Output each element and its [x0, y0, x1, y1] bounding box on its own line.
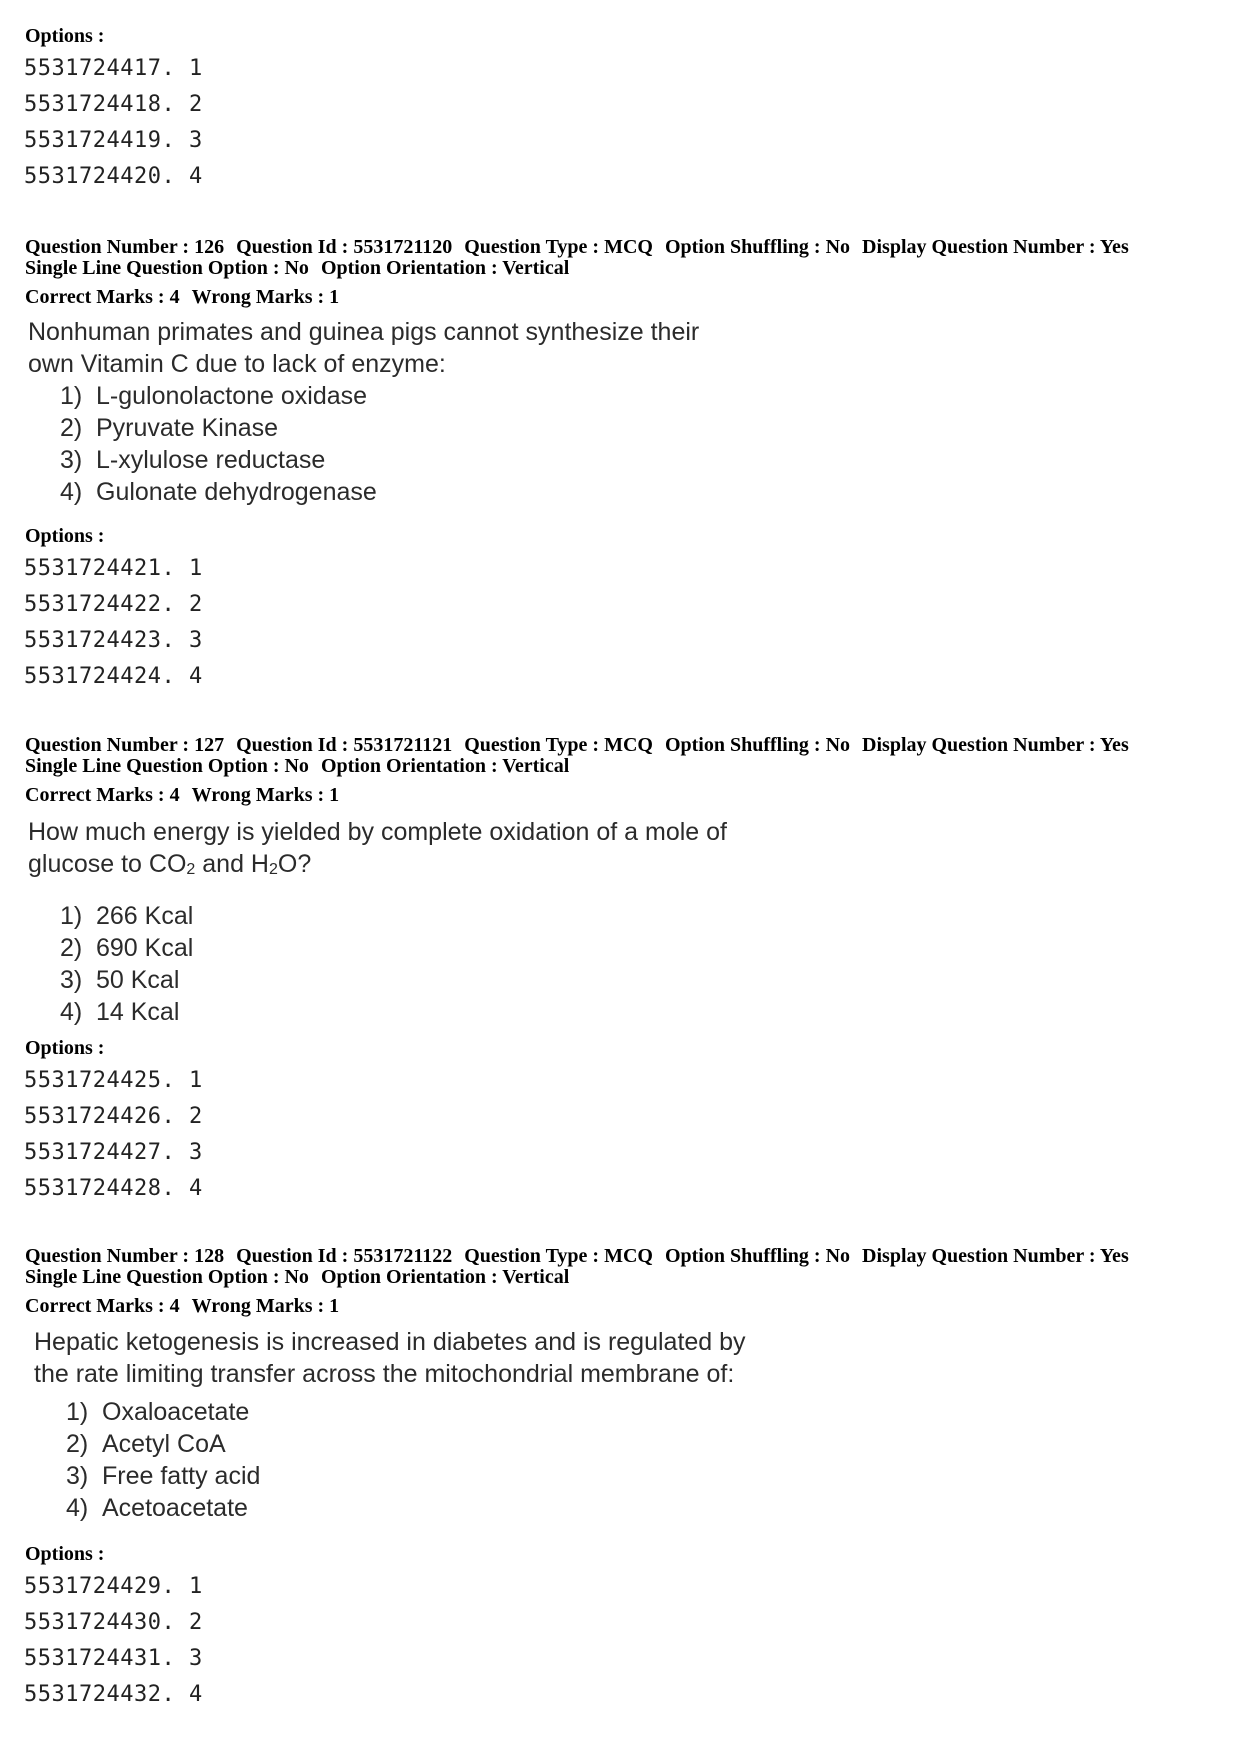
question-number: Question Number : 126	[25, 236, 225, 258]
question-stem-line: own Vitamin C due to lack of enzyme:	[28, 350, 446, 378]
question-meta-line	[25, 236, 1141, 258]
choice-list	[28, 900, 727, 1028]
option-row: 5531724427. 3	[24, 1140, 203, 1165]
single-line-option: Single Line Question Option : No	[25, 1266, 309, 1288]
option-orientation: Option Orientation : Vertical	[320, 1266, 570, 1288]
option-row: 5531724432. 4	[24, 1682, 203, 1707]
question-meta-line	[25, 257, 581, 279]
marks-line	[25, 784, 351, 806]
options-heading: Options :	[25, 1037, 105, 1059]
question-type: Question Type : MCQ	[464, 734, 653, 756]
question-stem-line: glucose to $CO_2$ and $H_2O$?	[28, 850, 312, 878]
choice-item: 4) Acetoacetate	[66, 1494, 248, 1522]
wrong-marks: Wrong Marks : 1	[191, 1295, 340, 1317]
marks-line	[25, 1295, 351, 1317]
option-row: 5531724421. 1	[24, 556, 203, 581]
question-stem-line: Hepatic ketogenesis is increased in diabetes and is regulated by	[34, 1328, 746, 1356]
question-image	[34, 1326, 746, 1524]
option-shuffling: Option Shuffling : No	[664, 734, 851, 756]
option-shuffling: Option Shuffling : No	[664, 236, 851, 258]
option-row: 5531724425. 1	[24, 1068, 203, 1093]
choice-item: 3) L-xylulose reductase	[60, 446, 326, 474]
choice-item: 3) 50 Kcal	[60, 966, 180, 994]
question-id: Question Id : 5531721120	[236, 236, 453, 258]
choice-item: 2) 690 Kcal	[60, 934, 194, 962]
correct-marks: Correct Marks : 4	[25, 1295, 180, 1317]
wrong-marks: Wrong Marks : 1	[191, 784, 340, 806]
choice-item: 3) Free fatty acid	[66, 1462, 261, 1490]
option-orientation: Option Orientation : Vertical	[320, 755, 570, 777]
question-type: Question Type : MCQ	[464, 1245, 653, 1267]
options-heading: Options :	[25, 25, 105, 47]
option-shuffling: Option Shuffling : No	[664, 1245, 851, 1267]
option-row: 5531724430. 2	[24, 1610, 203, 1635]
options-heading: Options :	[25, 525, 105, 547]
option-row: 5531724426. 2	[24, 1104, 203, 1129]
option-orientation: Option Orientation : Vertical	[320, 257, 570, 279]
option-row: 5531724422. 2	[24, 592, 203, 617]
option-row: 5531724419. 3	[24, 128, 203, 153]
question-id: Question Id : 5531721122	[236, 1245, 453, 1267]
question-stem-line: Nonhuman primates and guinea pigs cannot synthesize their	[28, 318, 700, 346]
wrong-marks: Wrong Marks : 1	[191, 286, 340, 308]
choice-item: 1) 266 Kcal	[60, 902, 194, 930]
choice-list	[34, 1396, 746, 1524]
single-line-option: Single Line Question Option : No	[25, 755, 309, 777]
question-meta-line	[25, 1266, 581, 1288]
option-row: 5531724418. 2	[24, 92, 203, 117]
single-line-option: Single Line Question Option : No	[25, 257, 309, 279]
choice-list	[28, 380, 699, 508]
correct-marks: Correct Marks : 4	[25, 286, 180, 308]
marks-line	[25, 286, 351, 308]
display-question-number: Display Question Number : Yes	[862, 236, 1129, 258]
choice-item: 4) 14 Kcal	[60, 998, 180, 1026]
option-row: 5531724417. 1	[24, 56, 203, 81]
option-row: 5531724424. 4	[24, 664, 203, 689]
display-question-number: Display Question Number : Yes	[862, 1245, 1129, 1267]
question-meta-line	[25, 755, 581, 777]
question-image	[28, 816, 727, 1028]
question-number: Question Number : 127	[25, 734, 225, 756]
option-row: 5531724429. 1	[24, 1574, 203, 1599]
choice-item: 2) Acetyl CoA	[66, 1430, 226, 1458]
question-number: Question Number : 128	[25, 1245, 225, 1267]
option-row: 5531724423. 3	[24, 628, 203, 653]
question-type: Question Type : MCQ	[464, 236, 653, 258]
question-meta-line	[25, 1245, 1141, 1267]
option-row: 5531724431. 3	[24, 1646, 203, 1671]
choice-item: 1) L-gulonolactone oxidase	[60, 382, 368, 410]
options-heading: Options :	[25, 1543, 105, 1565]
question-image	[28, 316, 699, 508]
choice-item: 2) Pyruvate Kinase	[60, 414, 279, 442]
option-row: 5531724428. 4	[24, 1176, 203, 1201]
question-stem-line: How much energy is yielded by complete oxidation of a mole of	[28, 818, 727, 846]
question-stem-line: the rate limiting transfer across the mitochondrial membrane of:	[34, 1360, 735, 1388]
question-meta-line	[25, 734, 1141, 756]
option-row: 5531724420. 4	[24, 164, 203, 189]
display-question-number: Display Question Number : Yes	[862, 734, 1129, 756]
question-id: Question Id : 5531721121	[236, 734, 453, 756]
choice-item: 1) Oxaloacetate	[66, 1398, 250, 1426]
choice-item: 4) Gulonate dehydrogenase	[60, 478, 377, 506]
correct-marks: Correct Marks : 4	[25, 784, 180, 806]
